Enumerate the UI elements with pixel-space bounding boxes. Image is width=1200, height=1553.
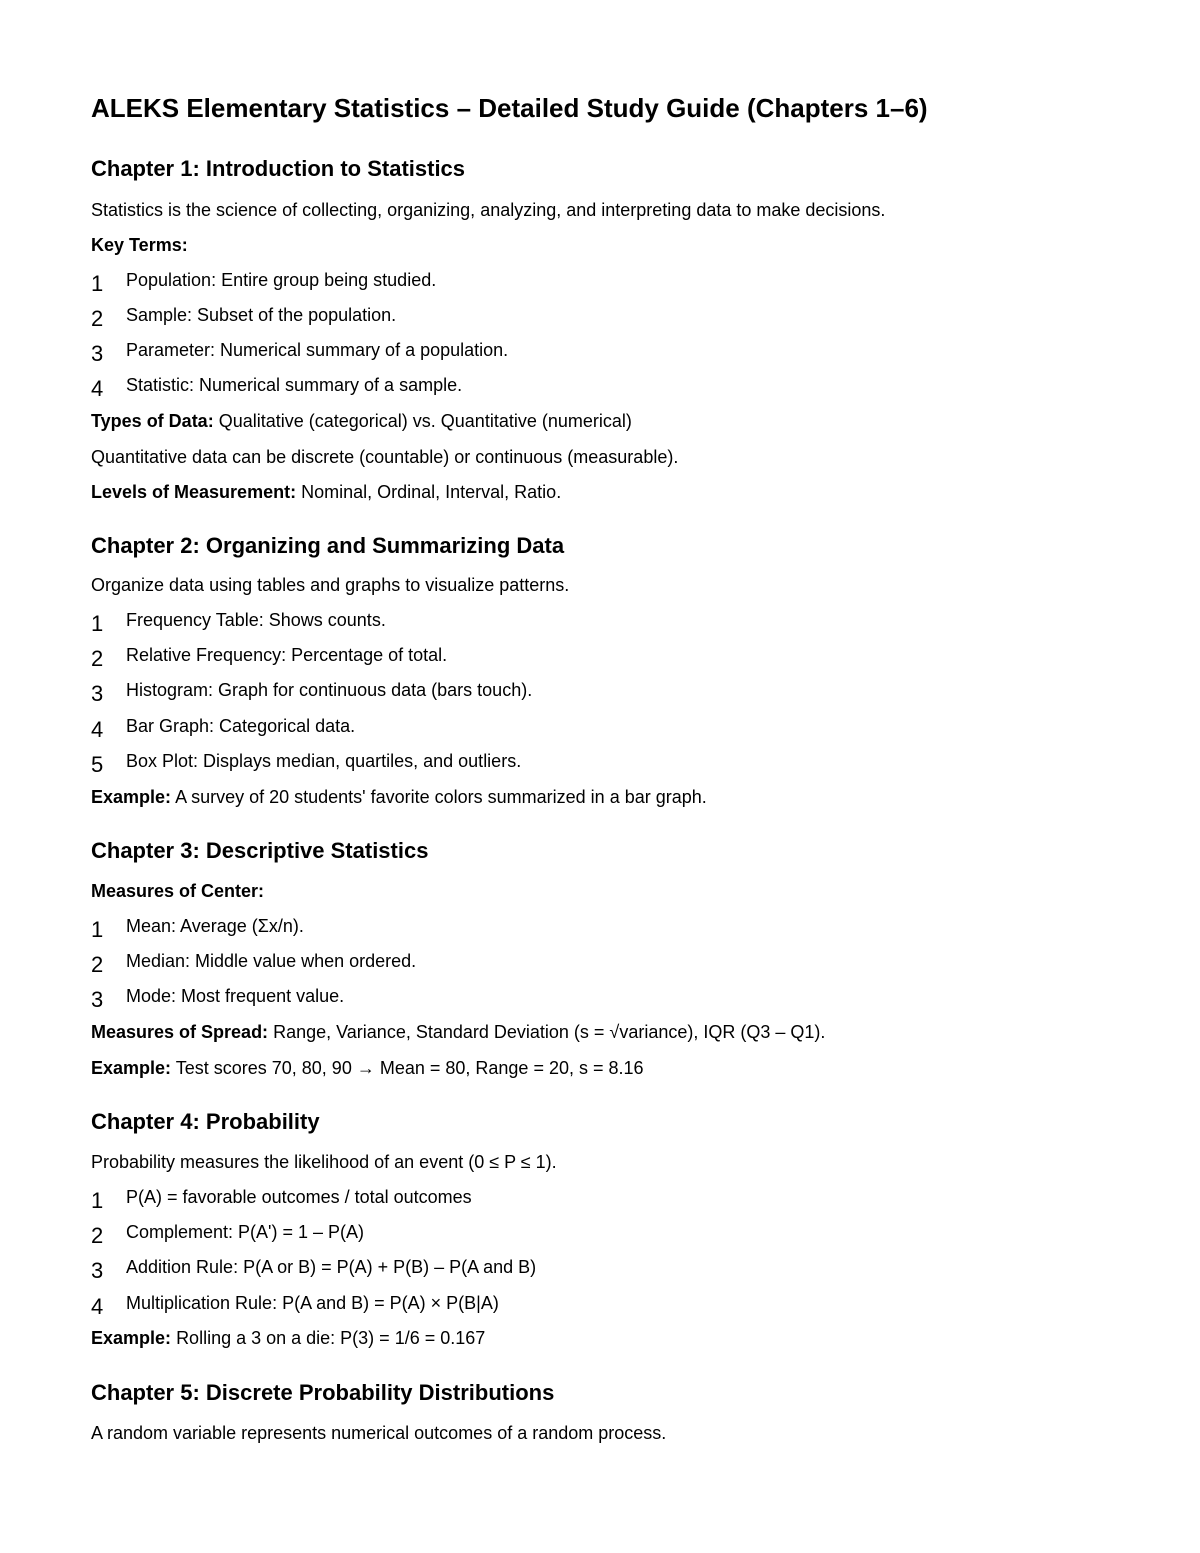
list-item: Relative Frequency: Percentage of total.: [126, 645, 448, 665]
types-of-data-label: Types of Data:: [91, 411, 214, 431]
example-text: Rolling a 3 on a die: P(3) = 1/6 = 0.167: [176, 1328, 486, 1348]
chapter-5-intro: A random variable represents numerical outcomes of a random process.: [91, 1423, 667, 1443]
list-number: 1: [91, 271, 104, 296]
list-number: 2: [91, 952, 104, 977]
chapter-1-intro: Statistics is the science of collecting, organizing, analyzing, and interpreting data to make decisions.: [91, 200, 886, 220]
example-label: Example:: [91, 1058, 172, 1078]
list-number: 3: [91, 341, 104, 366]
chapter-3-example: [91, 1057, 644, 1079]
chapter-4-heading: Chapter 4: Probability: [91, 1109, 320, 1134]
spread-label: Measures of Spread:: [91, 1022, 269, 1042]
chapter-5-heading: Chapter 5: Discrete Probability Distributions: [91, 1380, 555, 1405]
chapter-2-intro: Organize data using tables and graphs to visualize patterns.: [91, 575, 570, 595]
list-item: Mode: Most frequent value.: [126, 986, 345, 1006]
list-item: P(A) = favorable outcomes / total outcomes: [126, 1187, 472, 1207]
list-number: 3: [91, 987, 104, 1012]
list-number: 1: [91, 1188, 104, 1213]
chapter-4-intro: Probability measures the likelihood of an event (0 ≤ P ≤ 1).: [91, 1152, 557, 1172]
example-text: A survey of 20 students' favorite colors summarized in a bar graph.: [175, 787, 707, 807]
levels-of-measurement-line: [91, 481, 561, 503]
list-item: Frequency Table: Shows counts.: [126, 610, 386, 630]
levels-label: Levels of Measurement:: [91, 482, 297, 502]
list-item: Parameter: Numerical summary of a population.: [126, 340, 509, 360]
list-item: Complement: P(A') = 1 – P(A): [126, 1222, 365, 1242]
list-item: Addition Rule: P(A or B) = P(A) + P(B) – P(A and B): [126, 1257, 537, 1277]
list-number: 1: [91, 917, 104, 942]
list-item: Sample: Subset of the population.: [126, 305, 397, 325]
list-number: 1: [91, 611, 104, 636]
measures-of-center-label: Measures of Center:: [91, 881, 265, 901]
list-item: Population: Entire group being studied.: [126, 270, 437, 290]
chapter-2-heading: Chapter 2: Organizing and Summarizing Data: [91, 533, 565, 558]
list-item: Bar Graph: Categorical data.: [126, 716, 356, 736]
list-number: 2: [91, 646, 104, 671]
list-item: Multiplication Rule: P(A and B) = P(A) × P(B|A): [126, 1293, 499, 1313]
list-item: Box Plot: Displays median, quartiles, and outliers.: [126, 751, 522, 771]
document-title: ALEKS Elementary Statistics – Detailed Study Guide (Chapters 1–6): [91, 93, 928, 123]
list-number: 4: [91, 376, 104, 401]
list-number: 5: [91, 752, 104, 777]
list-number: 2: [91, 306, 104, 331]
list-number: 3: [91, 681, 104, 706]
types-of-data-text: Qualitative (categorical) vs. Quantitative (numerical): [218, 411, 632, 431]
list-number: 2: [91, 1223, 104, 1248]
example-label: Example:: [91, 1328, 172, 1348]
example-label: Example:: [91, 787, 172, 807]
list-number: 3: [91, 1258, 104, 1283]
chapter-1-heading: Chapter 1: Introduction to Statistics: [91, 156, 466, 181]
chapter-2-example: [91, 786, 707, 808]
list-item: Mean: Average (Σx/n).: [126, 916, 304, 936]
measures-of-spread-line: [91, 1021, 825, 1043]
list-item: Median: Middle value when ordered.: [126, 951, 417, 971]
chapter-4-example: [91, 1327, 485, 1349]
example-text: Test scores 70, 80, 90 → Mean = 80, Range = 20, s = 8.16: [175, 1058, 644, 1078]
quantitative-data-text: Quantitative data can be discrete (countable) or continuous (measurable).: [91, 447, 679, 467]
key-terms-label: Key Terms:: [91, 235, 188, 255]
list-item: Histogram: Graph for continuous data (bars touch).: [126, 680, 533, 700]
types-of-data-line: [91, 410, 632, 432]
list-number: 4: [91, 717, 104, 742]
list-number: 4: [91, 1294, 104, 1319]
list-item: Statistic: Numerical summary of a sample.: [126, 375, 463, 395]
spread-text: Range, Variance, Standard Deviation (s = √variance), IQR (Q3 – Q1).: [273, 1022, 826, 1042]
levels-text: Nominal, Ordinal, Interval, Ratio.: [301, 482, 562, 502]
chapter-3-heading: Chapter 3: Descriptive Statistics: [91, 838, 429, 863]
